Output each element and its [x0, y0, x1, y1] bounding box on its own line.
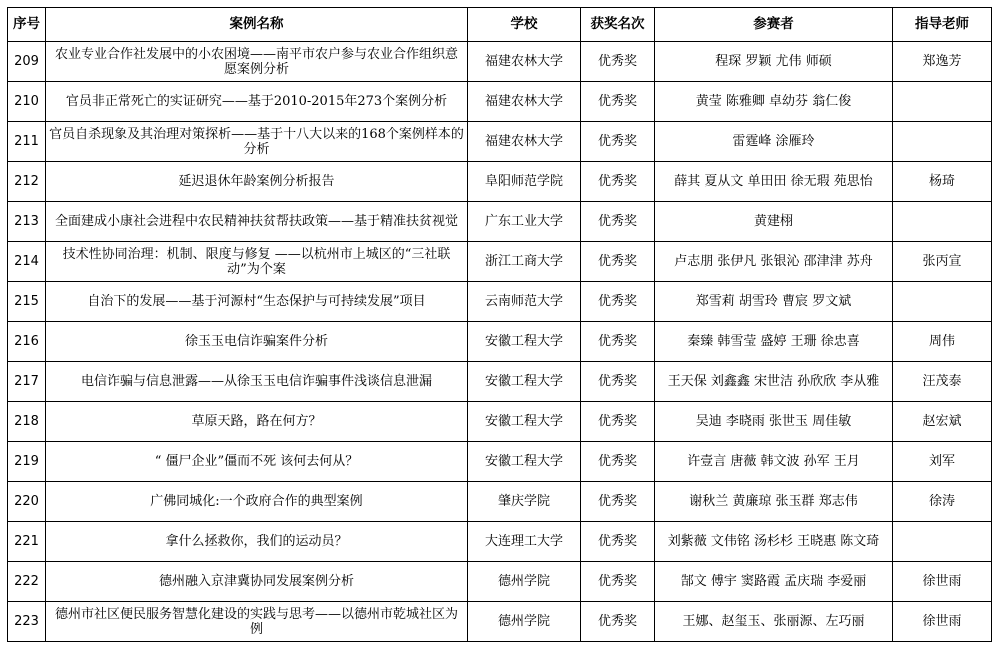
table-row	[8, 482, 992, 522]
row-participants: 卢志朋 张伊凡 张银沁 邵津津 苏舟	[655, 242, 893, 282]
row-index: 219	[8, 442, 46, 482]
row-school: 云南师范大学	[468, 282, 581, 322]
row-award: 优秀奖	[581, 482, 655, 522]
row-advisor: 汪茂泰	[893, 362, 992, 402]
row-award: 优秀奖	[581, 82, 655, 122]
row-award: 优秀奖	[581, 122, 655, 162]
row-award: 优秀奖	[581, 442, 655, 482]
table-row	[8, 242, 992, 282]
row-advisor: 刘军	[893, 442, 992, 482]
row-index: 213	[8, 202, 46, 242]
table-row	[8, 362, 992, 402]
row-index: 222	[8, 562, 46, 602]
row-participants: 刘紫薇 文伟铭 汤杉杉 王晓惠 陈文琦	[655, 522, 893, 562]
row-participants: 谢秋兰 黄廉琼 张玉群 郑志伟	[655, 482, 893, 522]
table-row	[8, 202, 992, 242]
row-participants: 薛其 夏从文 单田田 徐无瑕 苑思怡	[655, 162, 893, 202]
row-school: 福建农林大学	[468, 42, 581, 82]
row-school: 肇庆学院	[468, 482, 581, 522]
row-school: 福建农林大学	[468, 82, 581, 122]
table-row	[8, 162, 992, 202]
table-row	[8, 322, 992, 362]
row-index: 217	[8, 362, 46, 402]
table-row	[8, 402, 992, 442]
row-advisor: 徐世雨	[893, 602, 992, 642]
row-school: 安徽工程大学	[468, 402, 581, 442]
row-participants: 许壹言 唐薇 韩文波 孙军 王月	[655, 442, 893, 482]
row-school: 浙江工商大学	[468, 242, 581, 282]
row-advisor	[893, 122, 992, 162]
row-index: 215	[8, 282, 46, 322]
table-row	[8, 282, 992, 322]
row-index: 220	[8, 482, 46, 522]
row-advisor	[893, 522, 992, 562]
row-participants: 吴迪 李晓雨 张世玉 周佳敏	[655, 402, 893, 442]
row-award: 优秀奖	[581, 242, 655, 282]
row-case-name: “ 僵尸企业”僵而不死 该何去何从？	[46, 442, 468, 482]
row-award: 优秀奖	[581, 42, 655, 82]
row-school: 广东工业大学	[468, 202, 581, 242]
award-table	[7, 7, 992, 642]
row-case-name: 农业专业合作社发展中的小农困境——南平市农户参与农业合作组织意愿案例分析	[46, 42, 468, 82]
header-advisor: 指导老师	[893, 8, 992, 42]
row-case-name: 德州融入京津冀协同发展案例分析	[46, 562, 468, 602]
table-row	[8, 122, 992, 162]
row-participants: 雷霆峰 涂雁玲	[655, 122, 893, 162]
row-participants: 秦臻 韩雪莹 盛婷 王珊 徐忠喜	[655, 322, 893, 362]
row-participants: 程琛 罗颖 尤伟 师硕	[655, 42, 893, 82]
row-advisor: 周伟	[893, 322, 992, 362]
table-row	[8, 42, 992, 82]
row-award: 优秀奖	[581, 562, 655, 602]
row-case-name: 徐玉玉电信诈骗案件分析	[46, 322, 468, 362]
row-index: 211	[8, 122, 46, 162]
row-case-name: 技术性协同治理：机制、限度与修复 ——以杭州市上城区的“三社联动”为个案	[46, 242, 468, 282]
row-participants: 王天保 刘鑫鑫 宋世洁 孙欣欣 李从雅	[655, 362, 893, 402]
row-school: 福建农林大学	[468, 122, 581, 162]
header-index: 序号	[8, 8, 46, 42]
row-case-name: 全面建成小康社会进程中农民精神扶贫帮扶政策——基于精准扶贫视觉	[46, 202, 468, 242]
row-school: 德州学院	[468, 602, 581, 642]
row-case-name: 草原天路，路在何方？	[46, 402, 468, 442]
row-index: 216	[8, 322, 46, 362]
row-advisor: 赵宏斌	[893, 402, 992, 442]
row-school: 大连理工大学	[468, 522, 581, 562]
table-row	[8, 82, 992, 122]
row-participants: 黄莹 陈雅卿 卓幼芬 翁仁俊	[655, 82, 893, 122]
row-advisor	[893, 282, 992, 322]
row-advisor: 杨琦	[893, 162, 992, 202]
table-row	[8, 602, 992, 642]
row-school: 安徽工程大学	[468, 442, 581, 482]
row-index: 214	[8, 242, 46, 282]
row-index: 210	[8, 82, 46, 122]
row-participants: 郜文 傅宇 窦路霞 孟庆瑞 李爱丽	[655, 562, 893, 602]
row-index: 218	[8, 402, 46, 442]
header-school: 学校	[468, 8, 581, 42]
row-award: 优秀奖	[581, 602, 655, 642]
row-participants: 黄建栩	[655, 202, 893, 242]
row-award: 优秀奖	[581, 322, 655, 362]
row-case-name: 德州市社区便民服务智慧化建设的实践与思考——以德州市乾城社区为例	[46, 602, 468, 642]
row-award: 优秀奖	[581, 202, 655, 242]
row-participants: 郑雪莉 胡雪玲 曹宸 罗文斌	[655, 282, 893, 322]
row-school: 安徽工程大学	[468, 362, 581, 402]
row-advisor: 郑逸芳	[893, 42, 992, 82]
row-case-name: 官员非正常死亡的实证研究——基于2010-2015年273个案例分析	[46, 82, 468, 122]
table-header-row	[8, 8, 992, 42]
header-participants: 参赛者	[655, 8, 893, 42]
row-advisor	[893, 82, 992, 122]
row-case-name: 自治下的发展——基于河源村“生态保护与可持续发展”项目	[46, 282, 468, 322]
row-award: 优秀奖	[581, 162, 655, 202]
row-advisor	[893, 202, 992, 242]
table-row	[8, 442, 992, 482]
row-case-name: 官员自杀现象及其治理对策探析——基于十八大以来的168个案例样本的分析	[46, 122, 468, 162]
row-award: 优秀奖	[581, 522, 655, 562]
row-index: 212	[8, 162, 46, 202]
row-school: 安徽工程大学	[468, 322, 581, 362]
row-advisor: 张丙宣	[893, 242, 992, 282]
header-award: 获奖名次	[581, 8, 655, 42]
row-award: 优秀奖	[581, 402, 655, 442]
row-school: 阜阳师范学院	[468, 162, 581, 202]
row-case-name: 广佛同城化:一个政府合作的典型案例	[46, 482, 468, 522]
row-case-name: 拿什么拯救你，我们的运动员？	[46, 522, 468, 562]
award-table-sheet	[7, 7, 991, 647]
row-school: 德州学院	[468, 562, 581, 602]
row-case-name: 延迟退休年龄案例分析报告	[46, 162, 468, 202]
header-case-name: 案例名称	[46, 8, 468, 42]
row-advisor: 徐世雨	[893, 562, 992, 602]
row-index: 221	[8, 522, 46, 562]
row-index: 209	[8, 42, 46, 82]
row-case-name: 电信诈骗与信息泄露——从徐玉玉电信诈骗事件浅谈信息泄漏	[46, 362, 468, 402]
table-row	[8, 522, 992, 562]
row-participants: 王娜、赵玺玉、张丽源、左巧丽	[655, 602, 893, 642]
row-award: 优秀奖	[581, 362, 655, 402]
row-award: 优秀奖	[581, 282, 655, 322]
row-index: 223	[8, 602, 46, 642]
row-advisor: 徐涛	[893, 482, 992, 522]
table-row	[8, 562, 992, 602]
